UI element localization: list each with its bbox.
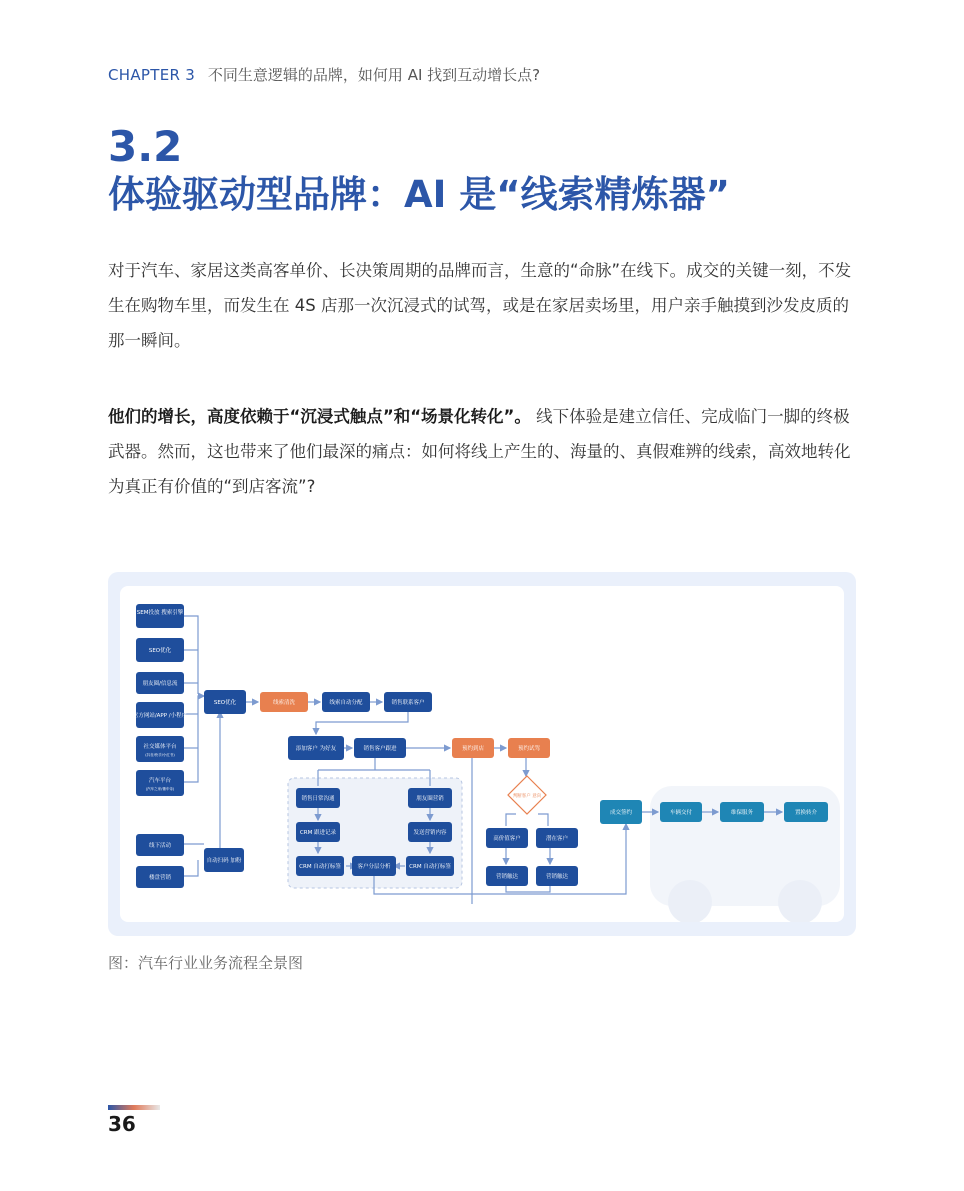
node-official-site-label: 官方网站/APP /小程序	[132, 713, 188, 719]
source-nodes	[133, 604, 188, 888]
section-number: 3.2	[108, 122, 183, 171]
node-seo-opt-label: SEO优化	[148, 648, 172, 654]
node-delivery-label: 车辆交付	[669, 810, 693, 816]
node-sales-follow-label: 销售客户跟进	[363, 746, 397, 752]
node-crm-tag1-label: CRM 自动打标签	[299, 864, 341, 870]
node-sem	[136, 604, 184, 628]
flow-diagram	[120, 586, 844, 922]
page-number-accent	[108, 1105, 160, 1110]
chapter-subtitle: 不同生意逻辑的品牌，如何用 AI 找到互动增长点?	[207, 66, 541, 84]
flow-diagram-canvas	[120, 586, 844, 922]
page-number: 36	[108, 1112, 136, 1136]
node-offline-event-label: 线下活动	[148, 843, 172, 849]
node-crm-record-label: CRM 跟进记录	[299, 830, 337, 836]
paragraph-pain-point	[108, 399, 858, 504]
paragraph-body: 线下体验是建立信任、完成临门一脚的终极武器。然而，这也带来了他们最深的痛点：如何将线上产生的、海量的、真假难辨的线索，高效地转化为真正有价值的“到店客流”?	[108, 407, 851, 496]
section-title: 体验驱动型品牌：AI 是“线索精炼器”	[108, 173, 730, 216]
paragraph-lead-bold: 他们的增长，高度依赖于“沉浸式触点”和“场景化转化”。	[108, 407, 531, 426]
chapter-header	[108, 64, 540, 85]
node-maintenance-label: 维保服务	[730, 810, 754, 816]
node-lead-assign-label: 线索自动分配	[329, 700, 363, 706]
node-deal-label: 成交签约	[609, 810, 633, 816]
figure-caption: 图：汽车行业业务流程全景图	[108, 954, 304, 972]
node-appointment-label: 预约到店	[461, 746, 485, 752]
node-referral-label: 置换转介	[794, 810, 818, 816]
node-test-drive-label: 预约试驾	[517, 746, 541, 752]
node-high-intent-label: 高价值客户	[493, 836, 521, 842]
node-store-marketing-label: 楼盘营销	[148, 875, 172, 881]
flow-figure	[108, 572, 856, 936]
node-auto-platform-sub: (汽车之家/懂车帝)	[145, 787, 175, 791]
chapter-label: CHAPTER 3	[108, 66, 196, 84]
node-sem-label: SEM投放 搜索引擎	[136, 610, 184, 616]
node-social-sub: (抖音/快手/小红书)	[145, 753, 175, 757]
node-lead-clean-label: 线索清洗	[272, 700, 296, 706]
paragraph-intro: 对于汽车、家居这类高客单价、长决策周期的品牌而言，生意的“命脉”在线下。成交的关键一刻，不发生在购物车里，而发生在 4S 店那一次沉浸式的试驾，或是在家居卖场里，用户亲手触摸到沙发皮质的那一瞬间。	[108, 261, 852, 350]
node-friends-feed-label: 朋友圈/信息流	[142, 681, 178, 687]
node-social-label: 社交媒体平台	[143, 744, 177, 750]
node-daily-comm-label: 销售日常沟通	[301, 796, 335, 802]
node-auto-scan-label: 自动扫码 加粉	[206, 858, 242, 864]
node-mkt-touch1-label: 营销触达	[495, 874, 519, 880]
node-sales-contact-label: 销售联系客户	[391, 700, 425, 706]
node-potential-label: 潜在客户	[545, 836, 569, 842]
node-judge-label: 判断客户 意向	[512, 794, 542, 799]
node-send-content-label: 发送营销内容	[413, 830, 447, 836]
node-seo-hub-label: SEO优化	[213, 700, 237, 706]
node-auto-platform-label: 汽车平台	[148, 778, 172, 784]
node-moments-mkt-label: 朋友圈营销	[416, 796, 444, 802]
node-crm-tag2-label: CRM 自动打标签	[409, 864, 451, 870]
node-customer-analysis-label: 客户分层分析	[357, 864, 391, 870]
node-add-friend-label: 添加客户 为好友	[295, 746, 337, 752]
node-mkt-touch2-label: 营销触达	[545, 874, 569, 880]
